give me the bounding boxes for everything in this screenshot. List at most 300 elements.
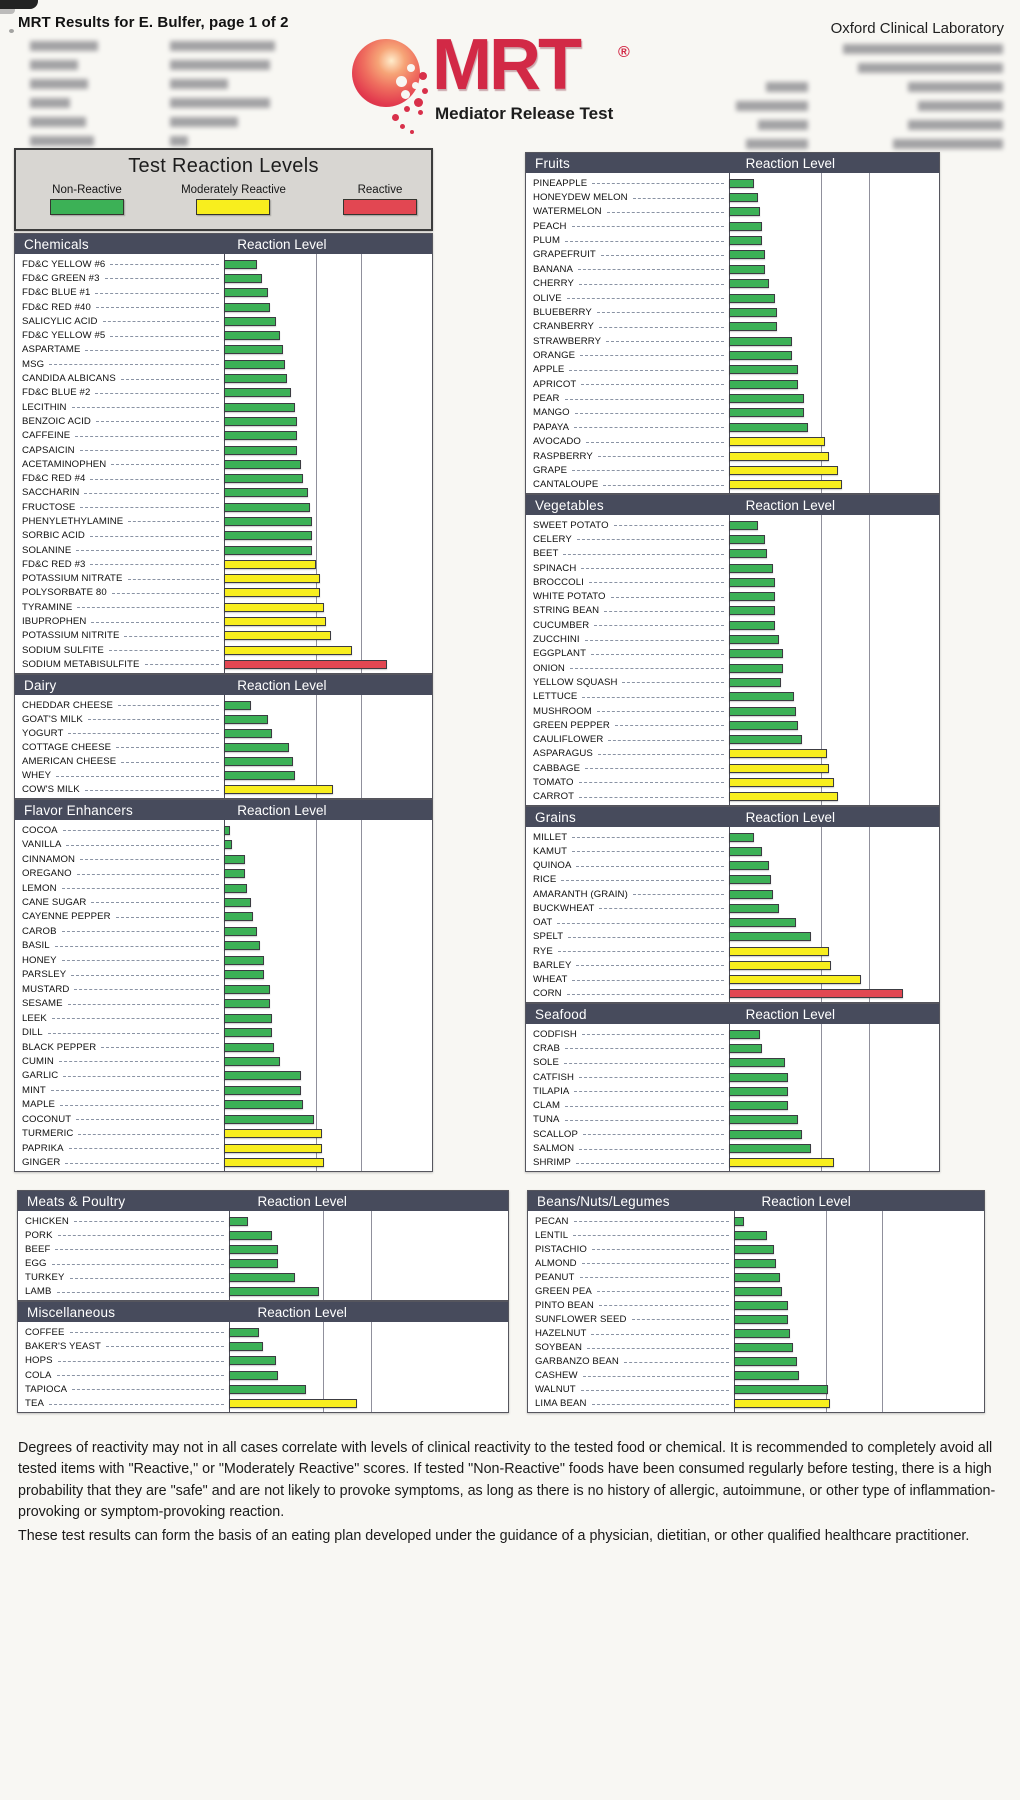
logo-dot [418,110,423,115]
leader-line [579,782,724,783]
chart-row-strawberry [526,334,939,348]
leader-line [599,327,724,328]
chart-row-apricot [526,377,939,391]
leader-line [72,1389,224,1390]
item-label: ZUCCHINI [533,634,580,646]
chart-row-fd-c-red-40 [15,300,432,314]
chart-row-asparagus [526,747,939,761]
item-label: TEA [25,1398,44,1410]
reaction-bar [229,1342,263,1351]
reaction-bar [229,1259,278,1268]
redacted-text [170,41,275,51]
item-label: CANE SUGAR [22,896,87,908]
reaction-bar [224,431,297,440]
item-label: PLUM [533,235,561,247]
redacted-row [683,116,1003,135]
item-label: RYE [533,945,553,957]
reaction-bar [224,331,280,340]
chart-row-avocado [526,434,939,448]
leader-line [69,1148,219,1149]
leader-line [581,384,724,385]
chart-row-tuna [526,1113,939,1127]
reaction-bar [729,564,773,573]
reaction-bar [729,408,804,417]
chart-row-blueberry [526,305,939,319]
leader-line [565,1106,724,1107]
item-label: CLAM [533,1100,561,1112]
leader-line [103,321,219,322]
redacted-text [746,139,808,149]
reaction-bar [729,947,829,956]
leader-line [577,539,724,540]
chart-row-fd-c-red-3 [15,557,432,571]
leader-line [587,1348,729,1349]
item-label: SUNFLOWER SEED [535,1313,627,1325]
item-label: GARBANZO BEAN [535,1356,619,1368]
redacted-row [30,94,330,113]
chart-row-parsley [15,968,432,982]
legend-box [14,148,433,231]
item-label: PINTO BEAN [535,1299,594,1311]
reaction-bar [224,574,320,583]
leader-line [91,622,219,623]
reaction-bar [729,735,802,744]
reaction-bar [224,588,320,597]
item-label: ALMOND [535,1257,577,1269]
item-label: BEET [533,548,559,560]
chart-row-mint [15,1083,432,1097]
leader-line [90,536,219,537]
chart-plot-area [15,254,432,673]
leader-line [110,336,219,337]
chart-row-aspartame [15,343,432,357]
reaction-bar [729,961,831,970]
reaction-bar [729,480,842,489]
chart-row-pecan [528,1214,984,1228]
chart-row-cane-sugar [15,895,432,909]
item-label: PINEAPPLE [533,177,588,189]
item-label: LEEK [22,1012,47,1024]
item-label: GOAT'S MILK [22,713,83,725]
reaction-bar [729,394,804,403]
reaction-level-header: Reaction Level [257,1193,347,1209]
leader-line [58,1361,224,1362]
reaction-bar [229,1385,306,1394]
chart-row-peach [526,219,939,233]
item-label: LENTIL [535,1229,569,1241]
item-label: BLUEBERRY [533,306,592,318]
chart-row-cinnamon [15,852,432,866]
item-label: YOGURT [22,727,64,739]
chart-row-leek [15,1011,432,1025]
leader-line [598,754,724,755]
chart-row-string-bean [526,604,939,618]
chart-plot-area [18,1211,508,1300]
item-label: CAULIFLOWER [533,734,604,746]
chart-row-kamut [526,844,939,858]
chart-row-millet [526,830,939,844]
disclaimer-paragraph: These test results can form the basis of an eating plan developed under the guidance of a physician, dietitian, or other qualified healthcare practitioner. [18,1527,970,1544]
leader-line [583,1376,729,1377]
mrt-logo-tagline: Mediator Release Test [435,104,614,123]
chart-row-eggplant [526,647,939,661]
reaction-bar [224,360,285,369]
leader-line [568,937,724,938]
chart-row-plum [526,233,939,247]
reaction-bar [729,294,775,303]
reaction-bar [729,649,783,658]
reaction-bar [729,847,762,856]
item-label: PISTACHIO [535,1243,587,1255]
leader-line [63,830,219,831]
reaction-bar [734,1273,780,1282]
reaction-bar [224,1158,324,1167]
chart-row-cola [18,1368,508,1382]
item-label: SOYBEAN [535,1342,583,1354]
leader-line [569,370,724,371]
chart-row-pistachio [528,1242,984,1256]
leader-line [606,341,724,342]
item-label: WALNUT [535,1384,576,1396]
redacted-row [683,59,1003,78]
leader-line [68,1004,219,1005]
item-label: DILL [22,1027,43,1039]
chart-row-tyramine [15,600,432,614]
chart-row-fd-c-red-4 [15,471,432,485]
leader-line [65,1163,219,1164]
reaction-bar [729,337,792,346]
chart-row-buckwheat [526,901,939,915]
chart-row-lemon [15,881,432,895]
leader-line [604,611,724,612]
reaction-bar [734,1231,767,1240]
chart-row-tapioca [18,1382,508,1396]
chart-row-garlic [15,1069,432,1083]
reaction-bar [224,869,245,878]
item-label: CAYENNE PEPPER [22,911,111,923]
chart-row-cottage-cheese [15,740,432,754]
reaction-bar [729,1058,785,1067]
chart-row-msg [15,357,432,371]
item-label: COTTAGE CHEESE [22,741,112,753]
leader-line [567,298,724,299]
logo-dot [419,72,427,80]
leader-line [62,888,219,889]
leader-line [585,768,724,769]
leader-line [565,1120,724,1121]
leader-line [62,931,219,932]
item-label: CELERY [533,533,572,545]
redacted-row [30,56,330,75]
leader-line [78,1134,219,1135]
leader-line [60,1105,219,1106]
chart-row-lecithin [15,400,432,414]
leader-line [624,1362,729,1363]
redacted-text [736,101,808,111]
leader-line [580,355,724,356]
chart-row-peanut [528,1270,984,1284]
redacted-text [170,60,270,70]
reaction-bar [224,701,251,710]
item-label: CANDIDA ALBICANS [22,373,116,385]
chart-title: Dairy [24,677,57,693]
redacted-text [170,136,188,146]
reaction-bar [729,535,765,544]
chart-row-lettuce [526,690,939,704]
chart-row-baker-s-yeast [18,1339,508,1353]
chart-title: Grains [535,809,576,825]
item-label: AMERICAN CHEESE [22,756,117,768]
reaction-bar [729,222,762,231]
leader-line [63,1076,219,1077]
chart-row-onion [526,661,939,675]
chart-header [15,234,432,254]
item-label: FD&C RED #4 [22,473,86,485]
leader-line [106,1346,224,1347]
item-label: MAPLE [22,1099,56,1111]
reaction-bar [229,1371,278,1380]
chart-row-paprika [15,1141,432,1155]
redacted-text [843,44,1003,54]
reaction-bar [224,388,291,397]
reaction-bar [734,1357,797,1366]
scan-artifact [0,0,38,9]
leader-line [71,975,219,976]
chart-row-celery [526,532,939,546]
item-label: BEEF [25,1243,51,1255]
item-label: HOPS [25,1355,53,1367]
reaction-bar [729,308,777,317]
chart-row-sorbic-acid [15,529,432,543]
chart-header [526,807,939,827]
redacted-text [858,63,1003,73]
item-label: MINT [22,1084,46,1096]
leader-line [95,293,219,294]
leader-line [582,1263,729,1264]
item-label: SODIUM SULFITE [22,644,104,656]
chart-row-cauliflower [526,732,939,746]
item-label: OREGANO [22,868,72,880]
item-label: PAPAYA [533,421,570,433]
item-label: CHERRY [533,278,574,290]
reaction-bar [224,503,310,512]
chart-row-tilapia [526,1084,939,1098]
item-label: MANGO [533,407,570,419]
leader-line [51,1090,219,1091]
reactive-swatch [343,199,417,215]
item-label: STRAWBERRY [533,335,602,347]
legend-label: Reactive [357,184,403,196]
redacted-row [30,75,330,94]
reaction-bar [224,826,230,835]
chart-header [528,1191,984,1211]
reaction-level-header: Reaction Level [745,155,835,171]
reaction-level-header: Reaction Level [237,236,327,252]
reaction-level-header: Reaction Level [745,1006,835,1022]
item-label: CANTALOUPE [533,479,599,491]
chart-row-cantaloupe [526,478,939,492]
item-label: TAPIOCA [25,1383,68,1395]
reaction-bar [734,1371,799,1380]
item-label: BARLEY [533,959,572,971]
chart-meats_poultry [17,1190,509,1301]
chart-chemicals [14,233,433,674]
leader-line [570,668,724,669]
item-label: ASPARTAME [22,344,81,356]
chart-row-fd-c-yellow-5 [15,328,432,342]
leader-line [57,1375,224,1376]
chart-row-rye [526,944,939,958]
chart-title: Miscellaneous [27,1304,116,1320]
redacted-row [30,37,330,56]
logo-dot [400,124,405,129]
reaction-bar [729,1030,760,1039]
leader-line [121,762,219,763]
reaction-bar [729,207,760,216]
leader-line [95,393,219,394]
item-label: WHEY [22,770,52,782]
reaction-level-header: Reaction Level [237,802,327,818]
item-label: SPELT [533,931,564,943]
leader-line [70,1332,224,1333]
reaction-bar [729,549,767,558]
leader-line [110,264,219,265]
item-label: LETTUCE [533,691,578,703]
leader-line [633,198,724,199]
redacted-text [30,79,88,89]
leader-line [608,740,724,741]
leader-line [592,1404,729,1405]
item-label: TILAPIA [533,1085,570,1097]
chart-row-clam [526,1098,939,1112]
item-label: APPLE [533,364,565,376]
reaction-bar [224,603,324,612]
item-label: FD&C BLUE #2 [22,387,91,399]
reaction-bar [734,1245,774,1254]
item-label: LEMON [22,882,57,894]
leader-line [557,923,724,924]
logo-dot [396,76,407,87]
leader-line [72,407,219,408]
item-label: RICE [533,874,557,886]
item-label: WHEAT [533,974,568,986]
item-label: WATERMELON [533,206,602,218]
chart-flavor_enhancers [14,799,433,1172]
leader-line [563,554,724,555]
leader-line [88,719,219,720]
chart-title: Vegetables [535,497,604,513]
chart-row-grapefruit [526,248,939,262]
chart-row-lima-bean [528,1397,984,1411]
chart-row-soybean [528,1341,984,1355]
reaction-bar [224,999,270,1008]
chart-row-scallop [526,1127,939,1141]
item-label: QUINOA [533,860,572,872]
reaction-bar [224,274,262,283]
legend-label: Non-Reactive [52,184,122,196]
chart-row-papaya [526,420,939,434]
item-label: FD&C BLUE #1 [22,287,91,299]
leader-line [66,845,219,846]
reaction-bar [224,884,247,893]
moderately-reactive-swatch [196,199,270,215]
redacted-text [30,41,98,51]
chart-row-sodium-metabisulfite [15,657,432,671]
item-label: ASPARAGUS [533,748,593,760]
leader-line [80,450,219,451]
leader-line [592,1249,729,1250]
chart-row-garbanzo-bean [528,1355,984,1369]
chart-row-coffee [18,1325,508,1339]
leader-line [84,493,219,494]
chart-row-oat [526,916,939,930]
chart-row-honey [15,953,432,967]
chart-row-cumin [15,1054,432,1068]
leader-line [598,456,724,457]
item-label: FRUCTOSE [22,501,76,513]
reaction-bar [729,1101,788,1110]
reaction-bar [729,365,798,374]
chart-row-yogurt [15,726,432,740]
reaction-level-header: Reaction Level [745,809,835,825]
reaction-bar [729,437,825,446]
chart-title: Fruits [535,155,570,171]
reaction-bar [729,861,769,870]
item-label: BROCCOLI [533,576,584,588]
reaction-bar [229,1273,295,1282]
mrt-logo-text: MRT [432,25,579,105]
redacted-row [683,40,1003,59]
leader-line [85,790,219,791]
leader-line [55,946,219,947]
logo-dot [410,130,414,134]
leader-line [567,994,724,995]
chart-row-tea [18,1397,508,1411]
footer-disclaimer [18,1438,1004,1547]
reaction-bar [224,660,387,669]
leader-line [56,776,219,777]
chart-header [18,1191,508,1211]
reaction-bar [729,1115,798,1124]
redacted-row [683,97,1003,116]
leader-line [118,705,219,706]
chart-row-candida-albicans [15,371,432,385]
item-label: SODIUM METABISULFITE [22,658,140,670]
redacted-text [30,60,78,70]
chart-plot-area [526,827,939,1002]
item-label: AMARANTH (GRAIN) [533,888,628,900]
chart-seafood [525,1003,940,1172]
item-label: MUSHROOM [533,705,592,717]
chart-miscellaneous [17,1301,509,1413]
item-label: CINNAMON [22,853,76,865]
chart-row-crab [526,1041,939,1055]
leader-line [574,1221,729,1222]
reaction-level-header: Reaction Level [761,1193,851,1209]
chart-row-honeydew-melon [526,190,939,204]
chart-row-salicylic-acid [15,314,432,328]
reaction-bar [224,617,326,626]
item-label: CODFISH [533,1028,577,1040]
item-label: SALMON [533,1143,575,1155]
chart-header [526,1004,939,1024]
leader-line [599,908,724,909]
reaction-bar [729,635,779,644]
item-label: CHICKEN [25,1215,69,1227]
leader-line [589,582,724,583]
leader-line [601,255,724,256]
item-label: PORK [25,1229,53,1241]
